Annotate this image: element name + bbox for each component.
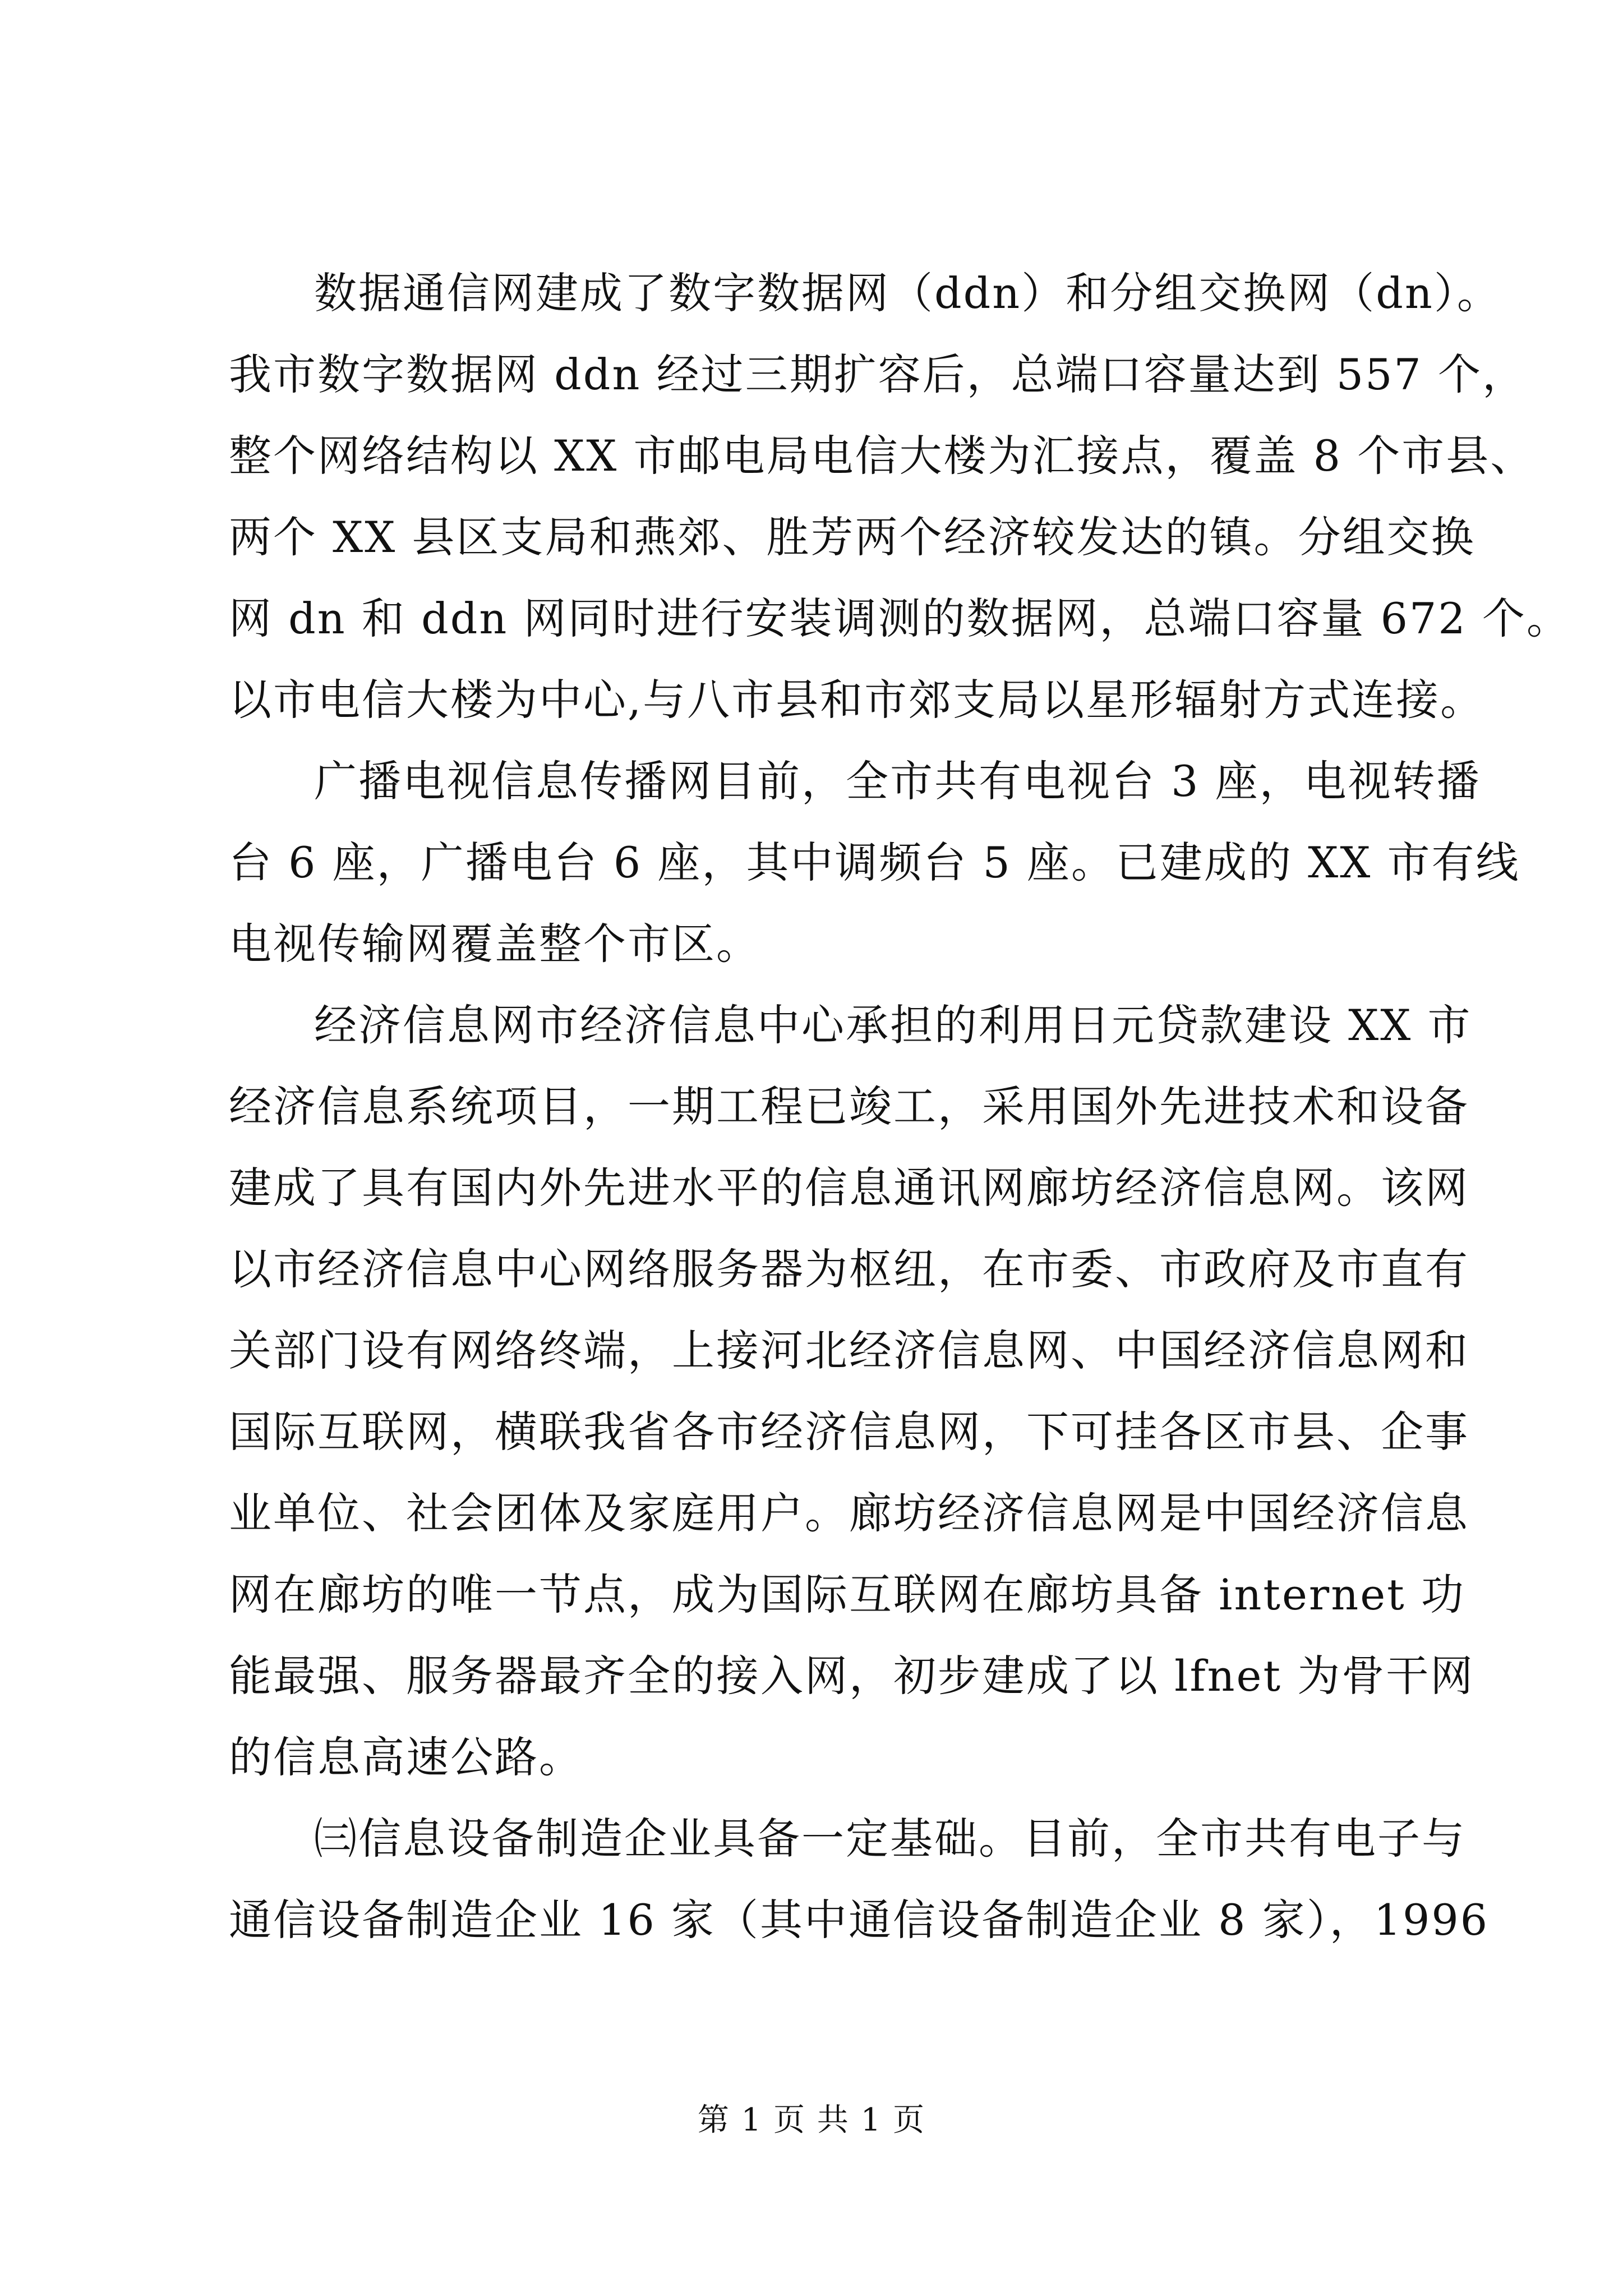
paragraph-economic-info-network xyxy=(229,984,1475,1798)
paragraph-broadcast-network xyxy=(229,740,1520,984)
text-line: 经济信息系统项目，一期工程已竣工，采用国外先进技术和设备 xyxy=(229,1082,1469,1131)
text-line: 数据通信网建成了数字数据网（ddn）和分组交换网（dn）。 xyxy=(314,268,1501,318)
text-line: 业单位、社会团体及家庭用户。廊坊经济信息网是中国经济信息 xyxy=(229,1488,1469,1538)
text-line: 的信息高速公路。 xyxy=(229,1732,583,1782)
page-footer xyxy=(0,2098,1623,2143)
text-line: 台 6 座，广播电台 6 座，其中调频台 5 座。已建成的 XX 市有线 xyxy=(229,838,1520,887)
text-line: 国际互联网，横联我省各市经济信息网，下可挂各区市县、企事 xyxy=(229,1407,1469,1457)
text-line: 电视传输网覆盖整个市区。 xyxy=(229,919,760,969)
text-line: 两个 XX 县区支局和燕郊、胜芳两个经济较发达的镇。分组交换 xyxy=(229,512,1476,562)
text-line: 广播电视信息传播网目前，全市共有电视台 3 座，电视转播 xyxy=(314,756,1481,806)
text-line: 以市电信大楼为中心,与八市县和市郊支局以星形辐射方式连接。 xyxy=(229,675,1485,725)
text-line: 网在廊坊的唯一节点，成为国际互联网在廊坊具备 internet 功 xyxy=(229,1570,1465,1619)
text-line: ㈢信息设备制造企业具备一定基础。目前，全市共有电子与 xyxy=(314,1814,1466,1864)
text-line: 以市经济信息中心网络服务器为枢纽，在市委、市政府及市直有 xyxy=(229,1244,1469,1294)
text-line: 建成了具有国内外先进水平的信息通讯网廊坊经济信息网。该网 xyxy=(229,1163,1469,1213)
text-line: 网 dn 和 ddn 网同时进行安装调测的数据网，总端口容量 672 个。 xyxy=(229,593,1571,643)
page-number-label: 第 1 页 共 1 页 xyxy=(697,2102,926,2138)
document-body xyxy=(229,252,1571,1961)
text-line: 我市数字数据网 ddn 经过三期扩容后，总端口容量达到 557 个， xyxy=(229,349,1527,399)
text-line: 关部门设有网络终端，上接河北经济信息网、中国经济信息网和 xyxy=(229,1326,1469,1375)
paragraph-data-network xyxy=(229,252,1571,740)
text-line: 通信设备制造企业 16 家（其中通信设备制造企业 8 家），1996 xyxy=(229,1895,1490,1945)
text-line: 能最强、服务器最齐全的接入网，初步建成了以 lfnet 为骨干网 xyxy=(229,1651,1475,1701)
text-line: 整个网络结构以 XX 市邮电局电信大楼为汇接点，覆盖 8 个市县、 xyxy=(229,431,1535,481)
text-line: 经济信息网市经济信息中心承担的利用日元贷款建设 XX 市 xyxy=(314,1000,1472,1050)
paragraph-equipment-manufacturing xyxy=(229,1798,1490,1961)
